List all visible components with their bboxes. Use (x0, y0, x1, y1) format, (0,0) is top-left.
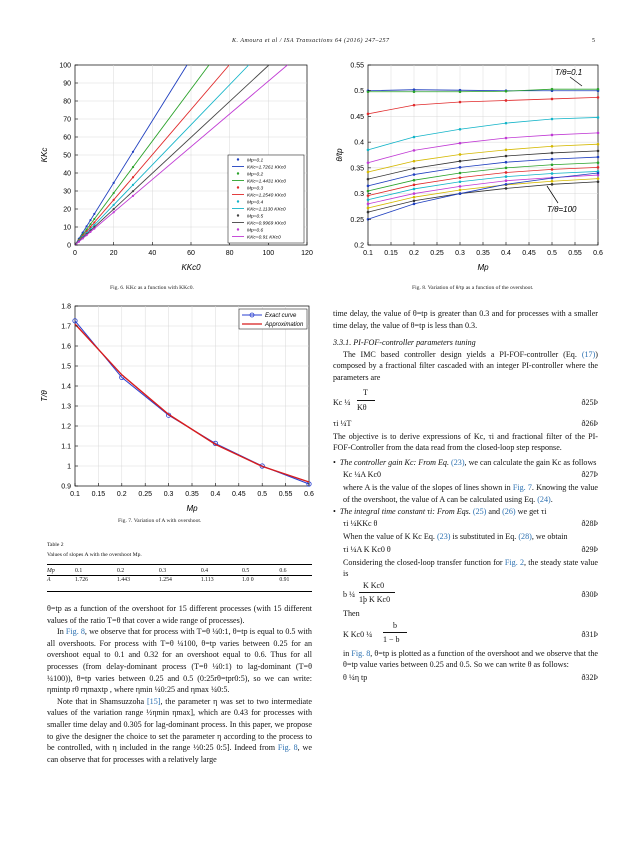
fig6-data-point (89, 231, 91, 233)
fig6-legend-label: Mp=0.6 (247, 228, 264, 234)
fig8-data-point (597, 161, 600, 164)
fig6-legend-label: KKc=1.2540 KKc0 (247, 193, 287, 199)
fig8-data-point (459, 142, 462, 145)
equation-30: b ¼ K Kc0 1þ K Kc0 ð30Þ (343, 580, 598, 604)
equation-27: Kc ¼A Kc0 ð27Þ (343, 470, 598, 480)
fig6-data-point (89, 219, 91, 221)
fig7-ytick-label: 1.6 (61, 343, 71, 351)
fig8-data-point (459, 176, 462, 179)
fig8-data-point (505, 99, 508, 102)
fig7-xtick-label: 0.55 (278, 491, 293, 498)
equation-32: θ ¼η tp ð32Þ (343, 672, 598, 682)
fig8-data-point (413, 136, 416, 139)
bullet-2-cont-b: Considering the closed-loop transfer function for Fig. 2, the steady state value is (343, 557, 598, 579)
fig8-data-point (413, 104, 416, 107)
fig8-data-point (367, 211, 370, 214)
fig8-ytick-label: 0.2 (354, 242, 364, 250)
fig6-ytick-label: 80 (63, 98, 71, 106)
fig7-caption: Fig. 7. Variation of A with overshoot. (118, 518, 202, 524)
link-eq23[interactable]: (23) (451, 457, 465, 467)
then-label: Then (343, 608, 360, 618)
fig6-xtick-label: 60 (187, 250, 195, 257)
fig7-xtick-label: 0.3 (163, 491, 174, 498)
link-fig8[interactable]: Fig. 8 (277, 743, 298, 753)
fig6-data-point (132, 176, 134, 178)
fig6-ytick-label: 30 (63, 188, 71, 196)
section-heading: 3.3.1. PI-FOF-controller parameters tuning (333, 338, 476, 348)
fig8-data-point (413, 192, 416, 195)
fig6-data-point (89, 223, 91, 225)
fig6-legend-label: Mp=0.4 (247, 200, 264, 206)
fig8-data-point (597, 177, 600, 180)
fig8-data-point (413, 184, 416, 187)
link-eq24[interactable]: (24) (537, 494, 551, 504)
fig8-annot-bottom: T/θ=100 (547, 205, 577, 214)
fig8-xtick-label: 0.25 (430, 250, 444, 257)
fig7-xtick-label: 0.25 (138, 491, 153, 498)
fig6-ylabel: KKc (40, 147, 49, 163)
table-row: Mp 0.1 0.2 0.3 0.4 0.5 0.6 (47, 568, 287, 574)
fig8-xtick-label: 0.35 (476, 250, 490, 257)
fig7-legend (239, 309, 307, 329)
fig6-xlabel: KKc0 (181, 263, 201, 272)
fig8-ytick-label: 0.35 (350, 165, 364, 173)
equation-29: τi ¼A K Kc0 θ ð29Þ (343, 544, 598, 554)
fig6-ytick-label: 10 (63, 224, 71, 232)
fig7-ytick-label: 1.1 (61, 443, 71, 451)
fig8-ytick-label: 0.55 (350, 62, 364, 70)
left-column (47, 603, 312, 765)
fig7-xlabel: Mp (186, 504, 198, 513)
fig8-data-point (597, 88, 600, 91)
running-head: K. Amoura et al / ISA Transactions 64 (2016) 247–257 (232, 38, 390, 44)
link-eq25[interactable]: (25) (472, 506, 487, 516)
fig7-xtick-label: 0.35 (185, 491, 199, 498)
fig7-ytick-label: 1.8 (61, 303, 71, 311)
fig8-xtick-label: 0.15 (384, 250, 398, 257)
fig7-xtick-label: 0.45 (231, 491, 246, 498)
fig6-data-point (113, 204, 115, 206)
fig8-data-point (597, 156, 600, 159)
fig8-data-point (459, 180, 462, 183)
link-fig8[interactable]: Fig. 8 (351, 648, 371, 658)
fig6-data-point (132, 184, 134, 186)
fig6-data-point (86, 225, 88, 227)
table2 (47, 567, 312, 584)
fig8-data-point (367, 203, 370, 206)
fig6-xtick-label: 20 (109, 250, 118, 257)
fig8-data-point (459, 166, 462, 169)
fig8-data-point (367, 149, 370, 152)
fig7-ylabel: T/θ (40, 390, 49, 402)
fig7-xtick-label: 0.1 (70, 491, 80, 498)
fig8-data-point (367, 161, 370, 164)
fig8-data-point (505, 167, 508, 170)
fig6-data-point (93, 218, 95, 220)
fig8-data-point (459, 172, 462, 175)
figure-7 (35, 300, 315, 515)
fig8-data-point (551, 98, 554, 101)
fig6-ytick-label: 0 (67, 242, 71, 250)
fig8-xtick-label: 0.4 (501, 250, 511, 257)
fig6-ytick-label: 90 (63, 80, 71, 88)
fig8-data-point (551, 180, 554, 183)
fig6-legend-label: KKc=1.7261 KKc0 (247, 165, 287, 171)
fig6-data-point (132, 151, 134, 153)
bullet-controller-gain: • The controller gain Kc: From Eq. (23), we can calculate the gain Kc as follows (333, 457, 597, 467)
fig6-data-point (93, 221, 95, 223)
fig8-ytick-label: 0.5 (354, 88, 364, 96)
fig8-xtick-label: 0.3 (455, 250, 465, 257)
fig6-data-point (132, 190, 134, 192)
fig6-legend-label: KKc=1.4431 KKc0 (247, 179, 287, 185)
fig6-xtick-label: 100 (262, 250, 275, 257)
fig6-legend-marker (237, 172, 239, 174)
fig6-data-point (86, 234, 88, 236)
fig8-data-point (551, 134, 554, 137)
fig6-data-point (132, 195, 134, 197)
equation-28: τi ¼KKc θ ð28Þ (343, 519, 598, 529)
fig8-data-point (459, 192, 462, 195)
fig6-data-point (93, 213, 95, 215)
left-para-3: Note that in Shamsuzzoha [15], the parameter η was set to two intermediate values of the variation range ½ηmin ηmax], which are 0.43 for processes with smaller time delay and 0.305 for lag-dominant process. In this paper, we propose to give the designer the choice to set the parameter η according to the process to be controlled, with η included in the range ½0:25 0:5]. Indeed from Fig. 8, we can observe that for processes with a relatively large (47, 696, 312, 764)
equation-25: Kc ¼ T Kθ ð25Þ (333, 387, 598, 412)
fig6-legend-marker (237, 200, 239, 202)
fig8-data-point (459, 189, 462, 192)
fig6-legend-label: Mp=0.2 (247, 172, 264, 178)
fig8-data-point (367, 198, 370, 201)
fig6-ytick-label: 40 (63, 170, 71, 178)
fig8-data-point (459, 128, 462, 131)
fig8-data-point (597, 172, 600, 175)
fig6-legend-label: KKc=0.9969 KKc0 (247, 221, 287, 227)
fig8-data-point (413, 149, 416, 152)
equation-31: K Kc0 ¼ b 1 − b ð31Þ (343, 620, 598, 644)
fig8-data-point (505, 179, 508, 182)
fig6-data-point (113, 199, 115, 201)
fig8-data-point (551, 158, 554, 161)
fig6-data-point (93, 228, 95, 230)
fig6-ytick-label: 70 (63, 116, 71, 124)
fig8-data-point (459, 153, 462, 156)
right-para-2: The IMC based controller design yields a PI-FOF-controller (Eq. (17)) composed by a fractional filter cascaded with an integer PI-controller where the parameters are (333, 349, 598, 382)
fig8-data-point (551, 168, 554, 171)
fig8-xtick-label: 0.6 (593, 250, 603, 257)
fig6-data-point (78, 241, 80, 243)
fig8-data-point (551, 118, 554, 121)
fig8-data-point (597, 150, 600, 153)
fig8-data-point (413, 196, 416, 199)
right-para-3: The objective is to derive expressions of Kc, τi and fractional filter of the PI-FOF-Controller from the data read from the closed-loop step response. (333, 431, 598, 453)
fig6-caption: Fig. 6. KKc as a function with KKc0. (110, 285, 194, 291)
page-number: 5 (592, 38, 596, 44)
fig6-ytick-label: 100 (59, 62, 71, 70)
fig6-legend-marker (237, 186, 239, 188)
fig6-data-point (113, 182, 115, 184)
fig7-xtick-label: 0.15 (91, 491, 106, 498)
fig8-ytick-label: 0.3 (354, 191, 364, 199)
fig6-ytick-label: 60 (63, 134, 71, 142)
fig8-data-point (505, 161, 508, 164)
left-para-2: In Fig. 8, we observe that for process with T=θ ¼0:1, θ=tp is equal to 0.5 with all overshoots. For process with T=θ ¼100, θ=tp varies between 0.25 for an overshoot equal to 0.1 and 0.32 for an overshoot equal to 0.6. Thus for all processes (from delay-dominant process (T=θ ¼0:1) to lag-dominant (T=θ ¼100)), θ=tp varies between 0.25 and 0.5 (0:25rθ=tpr0:5), so we can write: ηmintp rθ rηmaxtp , where ηmin ¼0:25 and ηmax ¼0:5. (47, 627, 312, 695)
fig8-data-point (597, 180, 600, 183)
fig8-data-point (413, 203, 416, 206)
bullet-2-cont-c: in Fig. 8, θ=tp is plotted as a function of the overshoot and we observe that the θ=tp value varies between 0.25 and 0.5. So we can write θ as follows: (343, 648, 598, 670)
fig8-data-point (459, 160, 462, 163)
fig6-legend-marker (237, 228, 239, 230)
fig8-data-point (597, 143, 600, 146)
fig7-ytick-label: 1.4 (61, 383, 71, 391)
fig6-xtick-label: 0 (73, 250, 77, 257)
fig8-data-point (551, 172, 554, 175)
fig8-data-point (597, 132, 600, 135)
fig8-annot-top: T/θ=0.1 (555, 68, 583, 77)
fig8-xtick-label: 0.1 (363, 250, 373, 257)
fig8-data-point (551, 183, 554, 186)
bullet-2-cont-a: When the value of K Kc Eq. (23) is substituted in Eq. (28), we obtain (343, 532, 568, 542)
fig8-xtick-label: 0.2 (409, 250, 419, 257)
link-eq17[interactable]: (17) (581, 349, 596, 359)
fig8-data-point (367, 171, 370, 174)
fig8-data-point (459, 90, 462, 93)
fig7-xtick-label: 0.4 (210, 491, 221, 498)
left-para-1: θ=tp as a function of the overshoot for 15 different processes (with 15 different values of the ratio T=θ that cover a wide range of processes). (47, 604, 312, 625)
fig8-data-point (505, 137, 508, 140)
fig6-ytick-label: 20 (63, 206, 71, 214)
fig8-data-point (459, 101, 462, 104)
fig6-xtick-label: 40 (148, 250, 157, 257)
fig8-data-point (551, 88, 554, 91)
fig8-xlabel: Mp (477, 263, 489, 272)
fig7-ytick-label: 1.3 (61, 403, 71, 411)
fig8-data-point (413, 90, 416, 93)
fig8-data-point (551, 163, 554, 166)
fig6-data-point (113, 208, 115, 210)
link-eq26[interactable]: (26) (502, 506, 516, 516)
fig6-legend-marker (237, 214, 239, 216)
table2-caption: Values of slopes A with the overshoot Mp. (47, 552, 142, 558)
fig8-data-point (413, 188, 416, 191)
fig8-data-point (597, 116, 600, 119)
fig7-xtick-label: 0.6 (304, 491, 314, 498)
fig8-data-point (597, 166, 600, 169)
fig8-ytick-label: 0.25 (350, 216, 364, 224)
fig8-data-point (505, 155, 508, 158)
fig7-legend-approx: Approximation (265, 322, 304, 328)
fig6-data-point (132, 166, 134, 168)
figure-6 (35, 55, 315, 275)
fig8-ytick-label: 0.4 (354, 139, 364, 147)
right-para-1: time delay, the value of θ=tp is greater than 0.3 and for processes with a smaller time delay, the value of θ=tp is less than 0.3. (333, 309, 598, 330)
right-column (333, 308, 598, 685)
fig8-data-point (367, 194, 370, 197)
fig8-data-point (367, 178, 370, 181)
fig8-data-point (413, 199, 416, 202)
fig8-data-point (505, 90, 508, 93)
link-fig7[interactable]: Fig. 7 (512, 483, 532, 493)
fig8-data-point (505, 171, 508, 174)
fig6-data-point (82, 237, 84, 239)
link-ref15[interactable]: [15] (146, 696, 161, 706)
fig7-ytick-label: 1.7 (61, 323, 71, 331)
table2-title: Table 2 (47, 542, 64, 548)
link-eq28[interactable]: (28) (518, 532, 532, 542)
fig8-data-point (413, 173, 416, 176)
fig8-ytick-label: 0.45 (350, 113, 364, 121)
bullet-integral-time: • The integral time constant τi: From Eqs. (25) and (26) we get τi (333, 506, 547, 516)
fig6-data-point (113, 211, 115, 213)
fig8-xtick-label: 0.55 (568, 250, 582, 257)
fig6-ytick-label: 50 (63, 152, 71, 160)
fig7-ytick-label: 1.5 (61, 363, 71, 371)
bullet-1-cont: where A is the value of the slopes of lines shown in Fig. 7. Knowing the value of the overshoot, the value of A can be calculated using Eq. (24). (343, 483, 598, 504)
fig8-data-point (413, 167, 416, 170)
fig6-legend-marker (237, 158, 239, 160)
fig6-legend-label: Mp=0.5 (247, 214, 264, 220)
fig8-data-point (413, 179, 416, 182)
fig8-data-point (505, 149, 508, 152)
fig6-xtick-label: 120 (301, 250, 313, 257)
fig8-data-point (505, 175, 508, 178)
fig8-caption: Fig. 8. Variation of θ/tp as a function of the overshoot. (412, 285, 534, 291)
fig6-xtick-label: 80 (225, 250, 234, 257)
fig8-data-point (505, 122, 508, 125)
fig6-legend-label: Mp=0.1 (247, 158, 264, 164)
equation-26: τi ¼T ð26Þ (333, 418, 598, 428)
fig6-legend-label: Mp=0.3 (247, 186, 264, 192)
fig8-data-point (551, 145, 554, 148)
fig7-ytick-label: 1 (67, 463, 71, 471)
fig6-data-point (113, 192, 115, 194)
fig8-xtick-label: 0.45 (522, 250, 536, 257)
table-row: A 1.726 1.443 1.254 1.113 1.0 0 0.91 (47, 576, 312, 585)
fig8-data-point (551, 152, 554, 155)
fig8-xtick-label: 0.5 (547, 250, 557, 257)
link-fig8[interactable]: Fig. 8 (65, 627, 85, 637)
fig8-data-point (367, 185, 370, 188)
fig8-data-point (505, 187, 508, 190)
fig8-data-point (597, 96, 600, 99)
fig8-data-point (367, 207, 370, 210)
fig6-legend-label: KKc=1.1130 KKc0 (247, 207, 286, 213)
fig8-ylabel: θ/tp (335, 148, 344, 162)
fig7-xtick-label: 0.5 (257, 491, 268, 498)
fig8-data-point (551, 177, 554, 180)
fig7-ytick-label: 1.2 (61, 423, 71, 431)
fig7-xtick-label: 0.2 (116, 491, 127, 498)
fig6-legend-label: KKc=0.91 KKc0 (247, 235, 281, 241)
link-eq23[interactable]: (23) (436, 532, 451, 542)
link-fig2[interactable]: Fig. 2 (504, 557, 525, 567)
fig8-data-point (505, 183, 508, 186)
fig7-legend-exact: Exact curve (265, 313, 297, 319)
fig7-ytick-label: 0.9 (61, 483, 71, 491)
figure-8 (330, 55, 610, 275)
fig8-data-point (459, 185, 462, 188)
fig8-data-point (413, 160, 416, 163)
fig8-data-point (367, 113, 370, 116)
fig8-data-point (367, 190, 370, 193)
